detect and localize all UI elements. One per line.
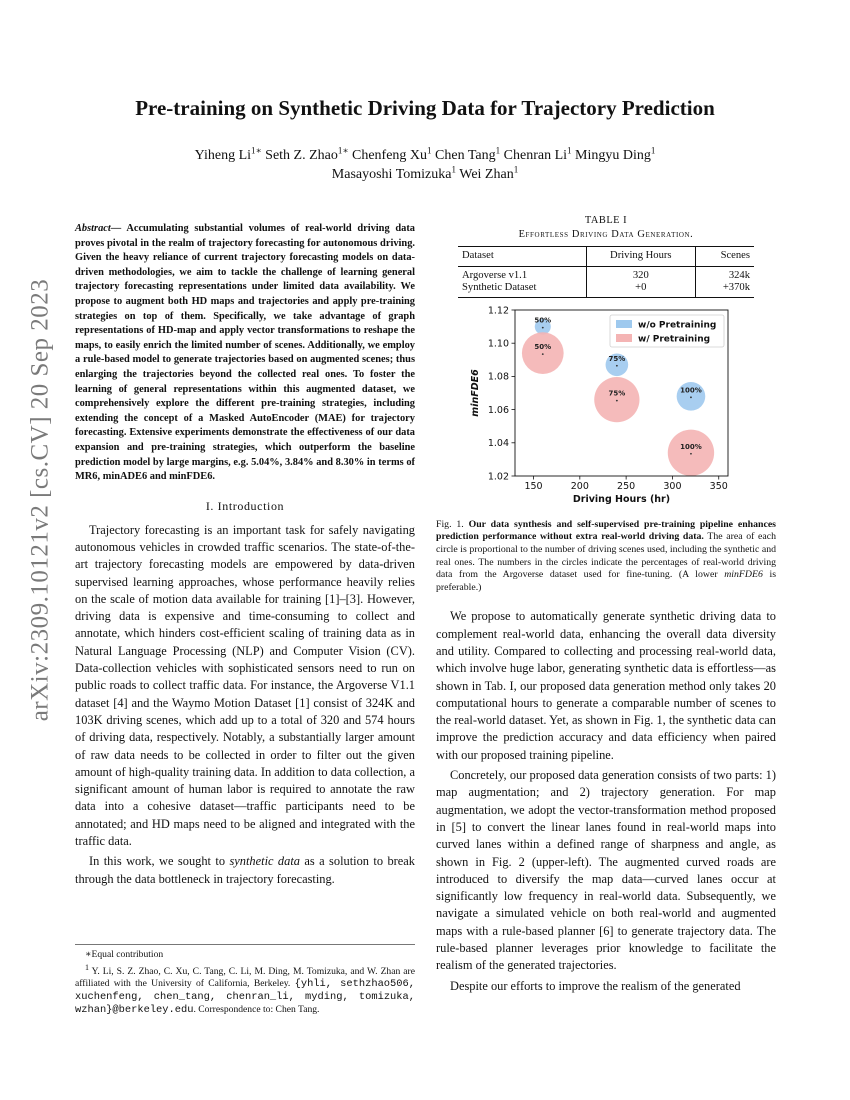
author-name: Masayoshi Tomizuka bbox=[331, 167, 452, 182]
figure-caption-text: is preferable.) bbox=[436, 569, 777, 593]
table-cell: 320 bbox=[586, 266, 695, 282]
body-paragraph-1: We propose to automatically generate synthetic driving data to complement real-world data, enhancing the overall data diversity and utility. Compared to collecting and processing real-world data, which involve huge labor, generating synthetic data is effortless—as shown in Tab. I, our proposed data generation method only takes 20 computational hours to generate a comparable number of scenes to the real-world dataset. Yet, as shown in Fig. 1, the synthetic data can improve the prediction accuracy and data efficiency when paired with our proposed training pipeline. bbox=[436, 609, 776, 762]
author-mark: 1 bbox=[451, 164, 456, 175]
y-tick-label: 1.06 bbox=[487, 404, 509, 416]
author-mark: 1∗ bbox=[251, 145, 262, 156]
author-name: Yiheng Li bbox=[194, 148, 252, 163]
intro-body bbox=[75, 522, 415, 888]
author-list bbox=[0, 146, 850, 184]
data-table bbox=[458, 246, 754, 298]
arxiv-stamp bbox=[20, 278, 60, 722]
bubble-center-dot bbox=[616, 365, 618, 367]
emphasis-text: synthetic data bbox=[229, 854, 300, 869]
table-caption bbox=[436, 214, 776, 242]
bubble-label: 100% bbox=[680, 386, 702, 395]
paper-title: Pre-training on Synthetic Driving Data for Trajectory Prediction bbox=[135, 96, 715, 120]
table-cell: Argoverse v1.1 bbox=[462, 269, 528, 281]
bubble-label: 100% bbox=[680, 442, 702, 451]
figure-caption-text: The area of each circle is proportional to the number of driving scenes used, including the synthetic and real ones. The numbers in the circles indicate the percentages of real-world driving data from the Argoverse dataset used for fine-tuning. (A lower bbox=[436, 531, 776, 581]
bubble-label: 75% bbox=[608, 389, 626, 398]
bubble-label: 50% bbox=[534, 342, 552, 351]
bubble bbox=[522, 332, 564, 374]
table-header: Driving Hours bbox=[586, 247, 695, 267]
abstract bbox=[75, 222, 415, 485]
section-heading: I. Introduction bbox=[205, 498, 285, 513]
author-name: Chen Tang bbox=[435, 148, 496, 163]
footnotes bbox=[75, 944, 415, 1016]
bubble-center-dot bbox=[542, 353, 544, 355]
table-cell: +0 bbox=[586, 282, 695, 297]
table-header: Scenes bbox=[695, 247, 754, 267]
bubble bbox=[668, 429, 714, 475]
arxiv-id-text: arXiv:2309.10121v2 [cs.CV] 20 Sep 2023 bbox=[26, 278, 54, 722]
table-header-row bbox=[458, 247, 754, 267]
author-name: Chenran Li bbox=[503, 148, 568, 163]
x-tick-label: 300 bbox=[663, 480, 682, 492]
table-cell: Synthetic Dataset bbox=[458, 282, 586, 297]
author-mark: 1 bbox=[427, 145, 432, 156]
table-title: Effortless Driving Data Generation. bbox=[518, 229, 694, 240]
right-column bbox=[436, 214, 776, 995]
x-tick-label: 200 bbox=[570, 480, 589, 492]
text-span: as a solution to break through the data bottleneck in trajectory forecasting. bbox=[75, 854, 415, 886]
body-paragraph-2: Concretely, our proposed data generation consists of two parts: 1) map augmentation; and 2) trajectory generation. For map augmentation, we adopt the vector-transformation method proposed in [5] to convert the linear lanes found in real-world maps into curved lanes within a defined range of sharpness and angle, as shown in Fig. 2 (upper-left). The augmented curved roads are introduced to diversify the map data—curved lanes occur at significantly low frequency in real-world data. Subsequently, we navigate a simulated vehicle on both real-world and augmented maps with a rule-based planner [6] to generate trajectory data. The rule-based planner leverages prior knowledge to facilitate the realism of the generated trajectories. bbox=[436, 768, 776, 973]
author-line-1 bbox=[0, 146, 850, 165]
footnote-equal: ∗Equal contribution bbox=[85, 949, 164, 960]
footnote-emails: {yhli, sethzhao506, xuchenfeng, chen_tang, chenran_li, myding, tomizuka, wzhan}@berkeley.edu bbox=[75, 978, 415, 1016]
table-cell: +370k bbox=[695, 282, 754, 297]
legend-swatch bbox=[616, 334, 632, 342]
figure-caption bbox=[436, 519, 776, 595]
y-tick-label: 1.02 bbox=[487, 471, 509, 483]
figure-label: Fig. 1. bbox=[436, 518, 464, 530]
text-span: In this work, we sought to bbox=[89, 854, 230, 869]
abstract-dash: — bbox=[110, 223, 127, 234]
y-tick-label: 1.12 bbox=[487, 305, 509, 317]
y-tick-label: 1.04 bbox=[487, 437, 509, 449]
table-row bbox=[458, 282, 754, 297]
intro-paragraph-1: Trajectory forecasting is an important task for safely navigating autonomous vehicles in crowded traffic scenarios. The state-of-the-art trajectory forecasting models are empowered by data-driven supervised learning approaches, whose performance heavily relies on the scale of motion data available for training [1]–[3]. However, driving data is expensive and time-consuming to collect and annotate, which hinders cost-efficient scaling of training data as in Natural Language Processing (NLP) and Computer Vision (CV). Data-collection vehicles with sophisticated sensors need to run on public roads to collect traffic data. For instance, the Argoverse V1.1 dataset [4] and the Waymo Motion Dataset [1] consist of 324K and 103K driving scenes, which add up to a total of 320 and 574 hours of driving data, respectively. Notably, a substantially larger amount of raw data needs to be collected in order to filter out the given amount of high-quality training data. In addition to data collection, a significant amount of human labor is required to annotate the raw data into a cohesive dataset—traffic participants need to be annotated; and HD maps need to be aligned and integrated with the traffic data. bbox=[75, 522, 415, 849]
footnote-affiliation bbox=[75, 962, 415, 1017]
footnote-mark: 1 bbox=[85, 962, 89, 972]
figure-caption-bold: Our data synthesis and self-supervised pre-training pipeline enhances prediction performance without extra real-world driving data. bbox=[436, 518, 776, 543]
footnote-correspondence: . Correspondence to: Chen Tang. bbox=[193, 1003, 320, 1015]
table-cell: 324k bbox=[728, 269, 750, 281]
bubble-center-dot bbox=[690, 453, 692, 455]
table-row bbox=[458, 266, 754, 282]
y-tick-label: 1.08 bbox=[487, 371, 509, 383]
bubble-label: 50% bbox=[534, 316, 552, 325]
bubble-center-dot bbox=[616, 400, 618, 402]
legend-label: w/ Pretraining bbox=[638, 334, 711, 345]
author-name: Chenfeng Xu bbox=[352, 148, 428, 163]
x-tick-label: 250 bbox=[617, 480, 636, 492]
bubble bbox=[594, 377, 639, 422]
body-paragraph-3: Despite our efforts to improve the realism of the generated bbox=[450, 978, 741, 993]
y-axis-label: minFDE6 bbox=[470, 369, 481, 417]
author-mark: 1 bbox=[567, 145, 572, 156]
bubble-label: 75% bbox=[608, 354, 626, 363]
author-mark: 1 bbox=[495, 145, 501, 156]
table-label: TABLE I bbox=[584, 215, 628, 226]
table-header: Dataset bbox=[458, 247, 586, 267]
legend-swatch bbox=[616, 320, 632, 328]
x-tick-label: 150 bbox=[524, 480, 543, 492]
bubble-chart-svg bbox=[436, 304, 776, 516]
author-name: Mingyu Ding bbox=[575, 148, 651, 163]
author-mark: 1 bbox=[650, 145, 656, 156]
abstract-lead: Abstract bbox=[75, 223, 111, 234]
x-tick-label: 350 bbox=[709, 480, 728, 492]
author-name: Wei Zhan bbox=[459, 167, 514, 182]
bubble-chart bbox=[436, 304, 776, 516]
y-tick-label: 1.10 bbox=[487, 338, 509, 350]
abstract-text: Accumulating substantial volumes of real-world driving data proves pivotal in the realm of trajectory forecasting for autonomous driving. Given the heavy reliance of current trajectory forecasting models on data-driven methodologies, we aim to tackle the challenge of learning general trajectory forecasting representations under limited data availability. We propose to augment both HD maps and trajectories and apply pre-training strategies on top of them. Specifically, we take advantage of graph representations of HD-map and apply vector transformations to reshape the maps, to easily enrich the limited number of scenes. Additionally, we employ a rule-based model to generate trajectories based on augmented scenes; thus enlarging the trajectories beyond the collected real ones. To foster the learning of general representations within this augmented dataset, we comprehensively explore the different pre-training strategies, including extending the concept of a Masked AutoEncoder (MAE) for trajectory forecasting. Extensive experiments demonstrate the effectiveness of our data expansion and pre-training strategies, which outperform the baseline prediction model by large margins, e.g. 5.04%, 3.84% and 8.30% in terms of MR6, minADE6 and minFDE6. bbox=[75, 223, 415, 483]
left-column bbox=[75, 222, 415, 888]
author-line-2 bbox=[0, 165, 850, 184]
right-body bbox=[436, 608, 776, 995]
x-axis-label: Driving Hours (hr) bbox=[572, 493, 671, 505]
legend-label: w/o Pretraining bbox=[638, 320, 717, 331]
author-name: Seth Z. Zhao bbox=[265, 148, 338, 163]
bubble-center-dot bbox=[542, 326, 544, 328]
intro-paragraph-2 bbox=[75, 853, 415, 888]
author-mark: 1 bbox=[513, 164, 519, 175]
author-mark: 1∗ bbox=[337, 145, 349, 156]
bubble-center-dot bbox=[690, 396, 692, 398]
footnote-text: Y. Li, S. Z. Zhao, C. Xu, C. Tang, C. Li, M. Ding, M. Tomizuka, and W. Zhan are affiliated with the University of California, Berkeley. bbox=[75, 965, 415, 990]
figure-caption-metric: minFDE6 bbox=[724, 569, 763, 581]
